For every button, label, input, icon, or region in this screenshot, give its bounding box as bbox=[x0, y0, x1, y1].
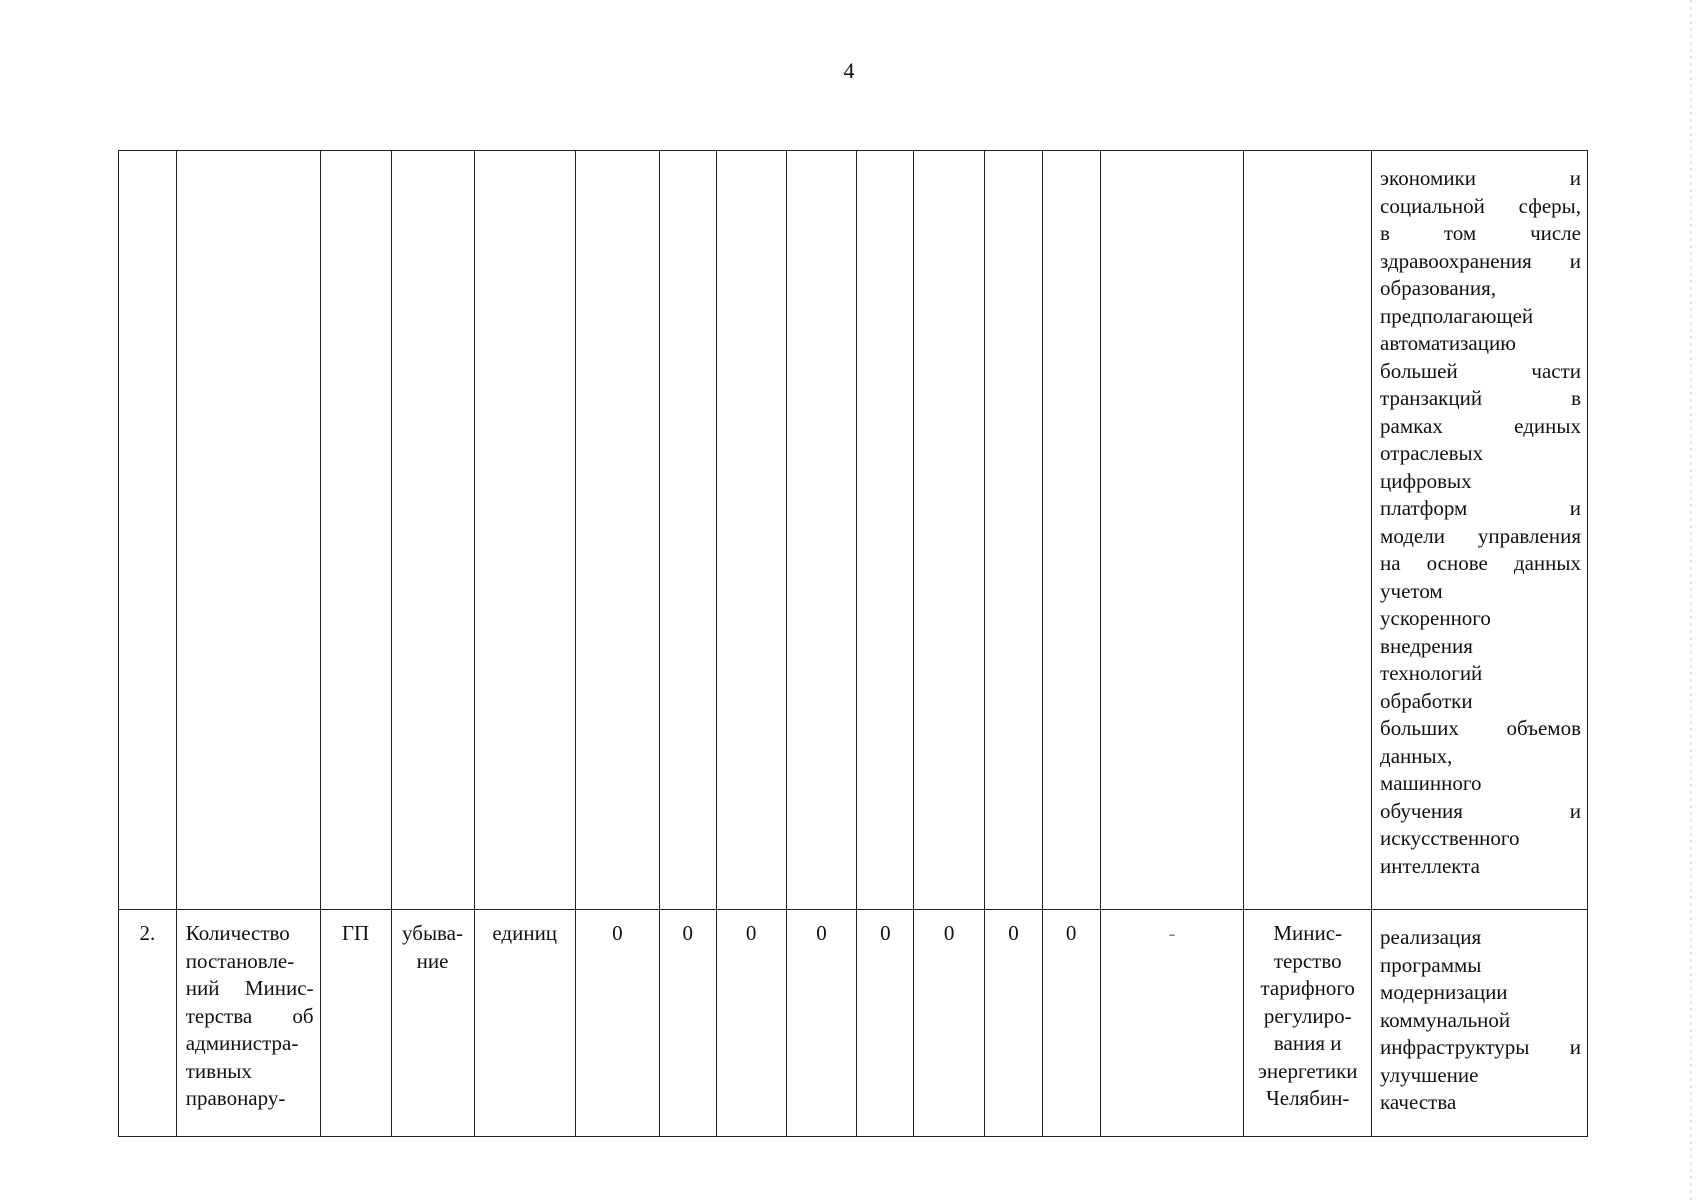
cell-responsible bbox=[1244, 151, 1372, 910]
text-line: технологий bbox=[1380, 661, 1483, 685]
text-line: машинного bbox=[1380, 771, 1482, 795]
text-line: администра- bbox=[185, 1031, 299, 1055]
text-line: обучения и bbox=[1380, 798, 1581, 823]
cell-level bbox=[320, 151, 391, 910]
text-line: платформ и bbox=[1380, 496, 1581, 520]
text-line: программы bbox=[1380, 952, 1482, 977]
text-line: интеллекта bbox=[1380, 853, 1480, 878]
text-line: данных, bbox=[1380, 743, 1453, 768]
text-line: реализация bbox=[1380, 925, 1482, 949]
text-line: ускоренного bbox=[1380, 606, 1491, 630]
cell-value: 0 bbox=[914, 910, 985, 1137]
text-line: обработки bbox=[1380, 688, 1473, 713]
text-line: убыва- bbox=[402, 921, 464, 945]
cell-value: 0 bbox=[659, 910, 716, 1137]
cell-value bbox=[985, 151, 1043, 910]
text-line: ние bbox=[416, 948, 449, 973]
cell-value bbox=[914, 151, 985, 910]
cell-value bbox=[716, 151, 786, 910]
cell-goal bbox=[1372, 151, 1588, 910]
text-line: социальной сферы, bbox=[1380, 193, 1581, 218]
text-line: терства об bbox=[185, 1003, 314, 1028]
indicator-text bbox=[186, 920, 314, 1113]
text-line: модернизации bbox=[1380, 980, 1508, 1004]
text-line: рамках единых bbox=[1380, 413, 1581, 438]
text-line: качества bbox=[1380, 1090, 1457, 1114]
text-line: внедрения bbox=[1380, 633, 1473, 658]
text-line: терство bbox=[1273, 948, 1342, 973]
text-line: на основе данных bbox=[1380, 551, 1581, 575]
text-line: тивных bbox=[185, 1058, 252, 1083]
cell-value bbox=[575, 151, 659, 910]
cell-number bbox=[119, 151, 177, 910]
cell-goal bbox=[1372, 910, 1588, 1137]
text-line: правонару- bbox=[185, 1086, 286, 1110]
cell-value bbox=[857, 151, 914, 910]
text-line: регулиро- bbox=[1263, 1003, 1352, 1028]
text-line: модели управления bbox=[1380, 523, 1581, 548]
cell-trend bbox=[391, 910, 474, 1137]
cell-value bbox=[1042, 151, 1100, 910]
cell-unit bbox=[474, 151, 575, 910]
cell-number: 2. bbox=[119, 910, 177, 1137]
cell-value bbox=[659, 151, 716, 910]
cell-value: 0 bbox=[575, 910, 659, 1137]
text-line: тарифного bbox=[1260, 976, 1355, 1000]
text-line: здравоохранения и bbox=[1380, 248, 1581, 273]
text-line: предполагающей bbox=[1380, 303, 1534, 328]
text-line: автоматизацию bbox=[1380, 331, 1516, 355]
cell-value: 0 bbox=[716, 910, 786, 1137]
text-line: больших объемов bbox=[1380, 716, 1581, 740]
text-line: улучшение bbox=[1380, 1062, 1479, 1087]
scan-edge bbox=[1690, 0, 1692, 1200]
text-line: транзакций в bbox=[1380, 386, 1581, 410]
cell-value: 0 bbox=[786, 910, 857, 1137]
cell-note: - bbox=[1100, 910, 1244, 1137]
cell-trend bbox=[391, 151, 474, 910]
text-line: отраслевых bbox=[1380, 441, 1484, 465]
text-line: Количество bbox=[185, 921, 290, 945]
text-line: коммунальной bbox=[1380, 1007, 1511, 1032]
trend-text bbox=[392, 920, 474, 975]
text-line: большей части bbox=[1380, 358, 1581, 383]
text-line: образования, bbox=[1380, 276, 1497, 300]
table-row bbox=[119, 910, 1588, 1137]
cell-indicator bbox=[176, 910, 320, 1137]
page-number: 4 bbox=[843, 58, 855, 83]
text-line: инфраструктуры и bbox=[1380, 1035, 1581, 1059]
text-line: экономики и bbox=[1380, 166, 1581, 190]
text-line: постановле- bbox=[185, 948, 295, 973]
cell-indicator bbox=[176, 151, 320, 910]
cell-value: 0 bbox=[857, 910, 914, 1137]
responsible-text bbox=[1244, 920, 1371, 1113]
text-line: Челябин- bbox=[1266, 1086, 1350, 1110]
text-line: искусственного bbox=[1380, 826, 1520, 850]
indicators-table bbox=[118, 150, 1588, 1137]
table-row bbox=[119, 151, 1588, 910]
text-line: в том числе bbox=[1380, 221, 1581, 245]
cell-unit: единиц bbox=[474, 910, 575, 1137]
cell-note bbox=[1100, 151, 1244, 910]
text-line: Минис- bbox=[1273, 921, 1343, 945]
text-line: учетом bbox=[1380, 578, 1443, 603]
goal-text bbox=[1380, 924, 1581, 1117]
text-line: энергетики bbox=[1257, 1058, 1358, 1083]
text-line: ний Минис- bbox=[185, 976, 314, 1000]
cell-value: 0 bbox=[985, 910, 1043, 1137]
goal-text bbox=[1380, 165, 1581, 880]
cell-level: ГП bbox=[320, 910, 391, 1137]
cell-value: 0 bbox=[1042, 910, 1100, 1137]
text-line: вания и bbox=[1273, 1031, 1342, 1055]
cell-responsible bbox=[1244, 910, 1372, 1137]
text-line: цифровых bbox=[1380, 468, 1472, 493]
cell-value bbox=[786, 151, 857, 910]
